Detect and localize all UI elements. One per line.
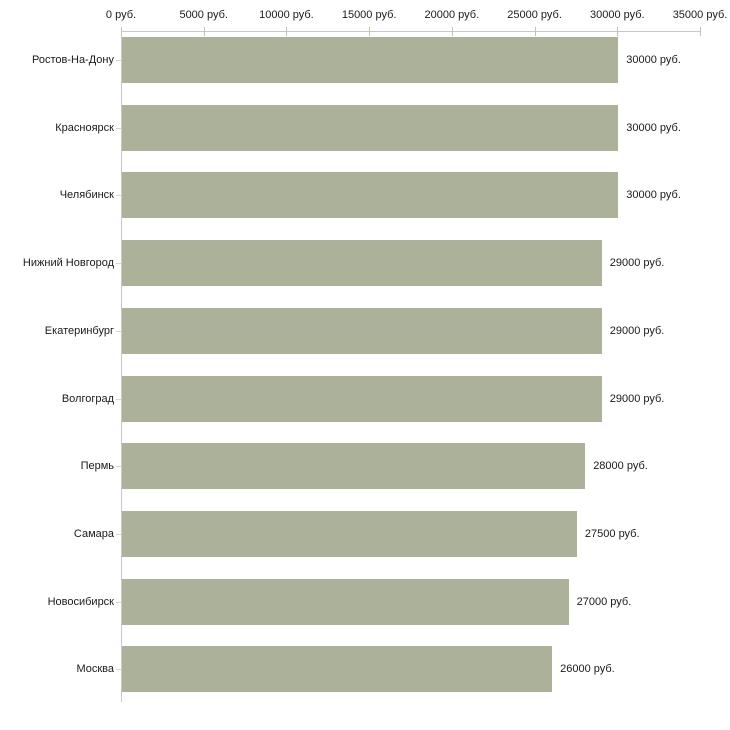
bar [122,646,552,692]
bar [122,172,618,218]
category-tick-mark [116,466,121,467]
x-tick-label: 10000 руб. [259,9,314,21]
x-tick-mark [452,27,453,36]
category-tick-mark [116,60,121,61]
x-tick-label: 35000 руб. [672,9,728,21]
value-label: 27500 руб. [584,527,640,540]
category-label: Новосибирск [47,595,114,608]
category-label: Москва [76,663,114,676]
category-tick-mark [116,602,121,603]
value-label: 29000 руб. [609,324,665,337]
bar [122,37,618,83]
category-label: Ростов-На-Дону [31,54,114,66]
x-tick-mark [121,27,122,36]
category-label: Волгоград [61,392,114,405]
bar [122,240,602,286]
x-tick-mark [617,27,618,36]
category-label: Челябинск [59,189,114,202]
value-label: 30000 руб. [626,121,681,134]
bar [122,105,618,151]
x-tick-label: 30000 руб. [589,9,645,21]
x-tick-label: 20000 руб. [424,9,480,21]
x-tick-mark [286,27,287,36]
category-label: Самара [73,527,114,540]
value-label: 30000 руб. [626,189,681,202]
category-label: Нижний Новгород [22,257,114,270]
category-label: Екатеринбург [44,324,114,337]
value-label: 30000 руб. [626,54,681,66]
category-tick-mark [116,534,121,535]
bar [122,308,602,354]
value-label: 28000 руб. [593,460,648,473]
x-tick-label: 25000 руб. [507,9,562,21]
category-tick-mark [116,331,121,332]
category-tick-mark [116,669,121,670]
x-tick-label: 5000 руб. [179,9,228,21]
value-label: 27000 руб. [576,595,632,608]
value-label: 29000 руб. [609,257,665,270]
bar [122,511,577,557]
x-axis-line [121,31,701,32]
bar [122,443,585,489]
category-label: Пермь [80,460,114,473]
category-tick-mark [116,195,121,196]
category-tick-mark [116,263,121,264]
bar [122,579,569,625]
x-tick-mark [535,27,536,36]
value-label: 29000 руб. [609,392,665,405]
x-tick-mark [700,27,701,36]
value-label: 26000 руб. [560,663,615,676]
category-label: Красноярск [55,121,114,134]
bar [122,376,602,422]
x-tick-label: 0 руб. [105,9,137,21]
x-tick-mark [369,27,370,36]
x-tick-label: 15000 руб. [341,9,397,21]
x-tick-mark [204,27,205,36]
category-tick-mark [116,399,121,400]
category-tick-mark [116,128,121,129]
